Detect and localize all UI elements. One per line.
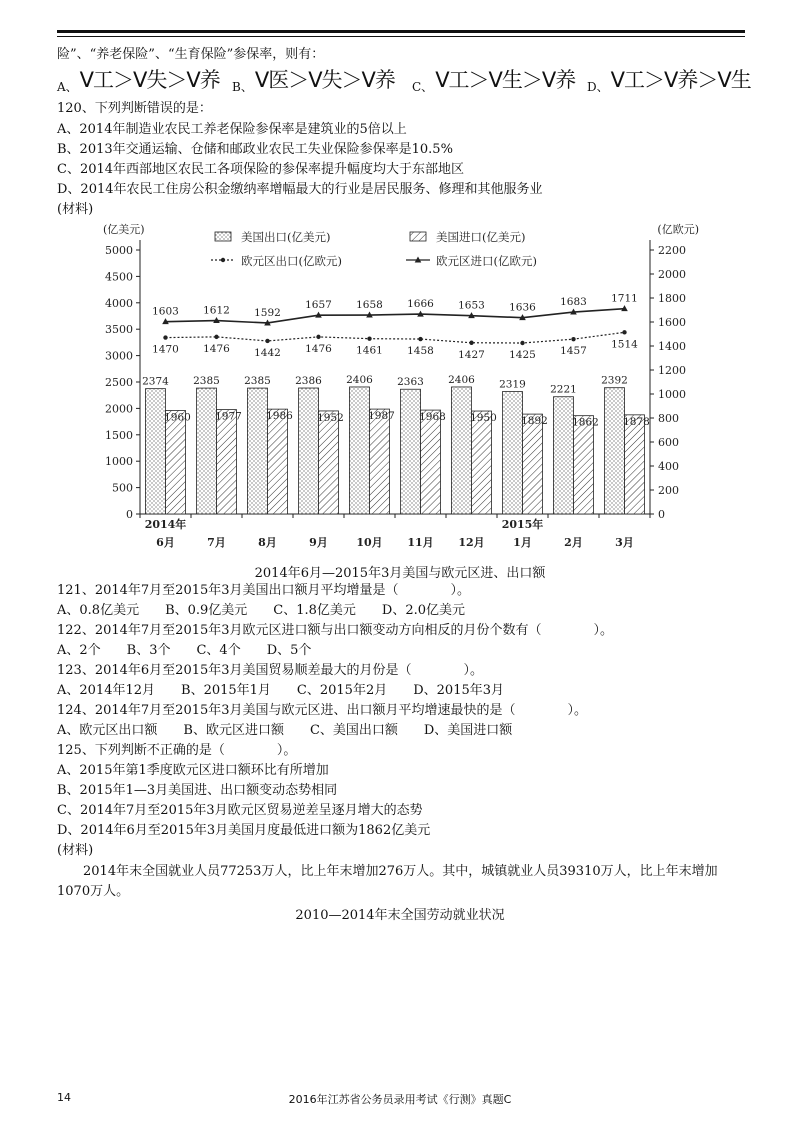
option-formula: V工＞V失＞V养 (79, 68, 220, 92)
chart-caption: 2014年6月—2015年3月美国与欧元区进、出口额 (254, 566, 546, 581)
eu-export-value-label: 1476 (203, 342, 230, 355)
q120-option-a[interactable]: A、2014年制造业农民工养老保险参保率是建筑业的5倍以上 (57, 122, 407, 137)
legend-label: 欧元区出口(亿欧元) (241, 254, 342, 268)
eu-import-value-label: 1711 (611, 292, 638, 305)
q122-stem: 122、2014年7月至2015年3月欧元区进口额与出口额变动方向相反的月份个数有（ ）。 (57, 623, 614, 638)
q120-option-c[interactable]: C、2014年西部地区农民工各项保险的参保率提升幅度均大于东部地区 (57, 162, 465, 177)
legend-swatch (215, 232, 231, 241)
us-import-value-label: 1862 (572, 416, 599, 429)
eu-import-value-label: 1653 (458, 299, 485, 312)
us-export-bar (554, 397, 574, 514)
us-import-value-label: 1950 (470, 412, 497, 425)
left-axis-tick-label: 0 (126, 508, 133, 521)
x-axis-tick-label: 2月 (564, 536, 583, 549)
q121-stem: 121、2014年7月至2015年3月美国出口额月平均增量是（ ）。 (57, 583, 471, 598)
right-axis-unit: (亿欧元) (657, 223, 699, 236)
x-axis-tick-label: 1月 (513, 536, 532, 549)
legend-label: 美国进口(亿美元) (436, 230, 526, 244)
q125-stem: 125、下列判断不正确的是（ ）。 (57, 743, 297, 758)
x-axis-tick-label: 10月 (356, 536, 383, 549)
legend-marker (221, 258, 225, 262)
eu-import-value-label: 1636 (509, 301, 536, 314)
x-axis-tick-label: 3月 (615, 536, 634, 549)
legend-label: 欧元区进口(亿欧元) (436, 254, 537, 268)
eu-export-value-label: 1514 (611, 338, 638, 351)
us-export-bar (350, 387, 370, 514)
x-axis-tick-label: 11月 (407, 536, 434, 549)
us-export-bar (248, 388, 268, 514)
eu-export-value-label: 1425 (509, 349, 536, 361)
us-import-bar (370, 409, 390, 514)
us-import-bar (523, 414, 543, 514)
right-axis-tick-label: 1800 (658, 292, 686, 305)
trade-chart (95, 218, 705, 558)
option-label: A、 (57, 80, 78, 94)
q125-option-c[interactable]: C、2014年7月至2015年3月欧元区贸易逆差呈逐月增大的态势 (57, 803, 423, 818)
right-axis-tick-label: 1600 (658, 316, 686, 329)
eu-export-point (622, 330, 626, 334)
eu-import-value-label: 1657 (305, 299, 332, 312)
us-import-value-label: 1892 (521, 415, 548, 428)
us-import-bar (574, 416, 594, 514)
us-import-value-label: 1960 (164, 411, 191, 424)
eu-export-value-label: 1457 (560, 345, 587, 358)
q123-options[interactable]: A、2014年12月 B、2015年1月 C、2015年2月 D、2015年3月 (57, 683, 505, 698)
eu-export-point (571, 337, 575, 341)
right-axis-tick-label: 600 (658, 436, 679, 449)
option-label: B、 (232, 80, 253, 94)
q124-stem: 124、2014年7月至2015年3月美国与欧元区进、出口额月平均增速最快的是（ ）。 (57, 703, 588, 718)
right-axis-tick-label: 1400 (658, 340, 686, 353)
us-export-value-label: 2374 (142, 375, 169, 388)
legend-label: 美国出口(亿美元) (241, 230, 331, 244)
option-label: C、 (412, 80, 434, 94)
chart-legend (211, 230, 537, 268)
eu-import-value-label: 1658 (356, 299, 383, 312)
eu-export-point (469, 341, 473, 345)
us-import-bar (319, 411, 339, 514)
right-axis-tick-label: 200 (658, 484, 679, 497)
eu-export-point (265, 339, 269, 343)
left-axis-tick-label: 3000 (105, 349, 133, 363)
right-axis-tick-label: 800 (658, 412, 679, 425)
us-export-value-label: 2221 (550, 383, 577, 396)
q123-stem: 123、2014年6月至2015年3月美国贸易顺差最大的月份是（ ）。 (57, 663, 484, 678)
chart-lines (162, 305, 628, 345)
option-formula: V医＞V失＞V养 (254, 68, 395, 92)
us-import-value-label: 1878 (623, 415, 650, 428)
header-rule-thick (57, 30, 745, 33)
us-import-bar (268, 409, 288, 514)
right-axis-tick-label: 2200 (658, 244, 686, 257)
eu-import-value-label: 1612 (203, 304, 230, 317)
right-axis-tick-label: 2000 (658, 268, 686, 281)
eu-export-value-label: 1442 (254, 346, 281, 359)
left-axis-tick-label: 4000 (105, 296, 133, 310)
us-import-value-label: 1952 (317, 411, 344, 424)
eu-export-point (316, 335, 320, 339)
us-export-bar (146, 389, 166, 514)
right-axis-tick-label: 0 (658, 508, 665, 521)
q124-options[interactable]: A、欧元区出口额 B、欧元区进口额 C、美国出口额 D、美国进口额 (57, 723, 513, 738)
us-export-bar (197, 388, 217, 514)
us-export-value-label: 2363 (397, 376, 424, 389)
left-axis-tick-label: 3500 (105, 323, 133, 337)
q119-options (57, 64, 751, 94)
eu-export-value-label: 1458 (407, 345, 434, 358)
eu-export-point (367, 336, 371, 340)
q120-stem: 120、下列判断错误的是： (57, 101, 212, 116)
us-export-value-label: 2406 (346, 373, 373, 386)
us-import-bar (421, 410, 441, 514)
us-export-value-label: 2385 (193, 375, 220, 388)
q125-option-b[interactable]: B、2015年1—3月美国进、出口额变动态势相同 (57, 783, 338, 798)
footer-page-number: 14 (57, 1091, 71, 1104)
us-export-value-label: 2406 (448, 373, 475, 386)
us-export-value-label: 2392 (601, 374, 628, 387)
right-axis-tick-label: 1000 (658, 388, 686, 401)
option-formula: V工＞V养＞V生 (610, 68, 751, 92)
legend-swatch (410, 232, 426, 241)
eu-export-point (163, 335, 167, 339)
option-formula: V工＞V生＞V养 (435, 68, 576, 92)
left-axis-tick-label: 1000 (105, 455, 133, 469)
left-axis-tick-label: 2500 (105, 376, 133, 389)
left-axis-tick-label: 5000 (105, 244, 133, 257)
q119-option-c[interactable] (412, 64, 575, 95)
us-import-bar (217, 410, 237, 514)
us-import-value-label: 1986 (266, 410, 293, 423)
eu-export-line (166, 332, 625, 343)
q121-options[interactable]: A、0.8亿美元 B、0.9亿美元 C、1.8亿美元 D、2.0亿美元 (57, 603, 466, 618)
us-import-value-label: 1987 (368, 410, 395, 423)
left-axis-tick-label: 1500 (105, 428, 133, 442)
us-import-bar (625, 415, 645, 514)
us-import-value-label: 1977 (215, 410, 242, 423)
material-label: (材料) (57, 202, 94, 217)
next-table-caption: 2010—2014年末全国劳动就业状况 (295, 908, 505, 923)
q120-option-b[interactable]: B、2013年交通运输、仓储和邮政业农民工失业保险参保率是10.5% (57, 142, 453, 157)
q119-option-b[interactable] (232, 64, 395, 95)
eu-import-value-label: 1603 (152, 305, 179, 318)
eu-export-value-label: 1461 (356, 344, 383, 357)
left-axis-tick-label: 2000 (105, 402, 133, 416)
us-export-bar (401, 389, 421, 514)
x-axis-tick-label: 7月 (207, 536, 226, 549)
q119-option-a[interactable] (57, 64, 220, 95)
us-import-bar (472, 411, 492, 514)
x-axis-tick-label: 9月 (309, 536, 328, 549)
q122-options[interactable]: A、2个 B、3个 C、4个 D、5个 (57, 643, 312, 658)
footer-title: 2016年江苏省公务员录用考试《行测》真题C (288, 1093, 512, 1106)
q119-option-d[interactable] (587, 64, 751, 95)
left-axis-unit: (亿美元) (103, 223, 145, 236)
x-axis-tick-label: 6月 (156, 536, 175, 549)
eu-export-value-label: 1476 (305, 342, 332, 355)
employment-paragraph: 2014年末全国就业人员77253万人，比上年末增加276万人。其中，城镇就业人员39310万人，比上年末增加1070万人。 (57, 864, 718, 899)
material-label-2: (材料) (57, 843, 94, 858)
q125-option-d[interactable]: D、2014年6月至2015年3月美国月度最低进口额为1862亿美元 (57, 823, 431, 838)
us-export-bar (605, 388, 625, 514)
left-axis-tick-label: 4500 (105, 270, 133, 284)
us-export-bar (452, 387, 472, 514)
eu-export-value-label: 1470 (152, 343, 179, 356)
eu-export-point (214, 335, 218, 339)
q125-option-a[interactable]: A、2015年第1季度欧元区进口额环比有所增加 (57, 763, 329, 778)
q120-option-d[interactable]: D、2014年农民工住房公积金缴纳率增幅最大的行业是居民服务、修理和其他服务业 (57, 182, 543, 197)
us-export-bar (503, 392, 523, 514)
header-rule-thin (57, 36, 745, 37)
eu-export-value-label: 1427 (458, 348, 485, 361)
us-export-value-label: 2385 (244, 375, 271, 388)
x-axis-tick-label: 8月 (258, 536, 277, 549)
eu-import-value-label: 1592 (254, 306, 281, 319)
chart-bars (146, 387, 645, 514)
us-import-value-label: 1968 (419, 411, 446, 424)
us-export-value-label: 2319 (499, 378, 526, 391)
x-axis-tick-label: 12月 (458, 536, 485, 549)
left-axis-tick-label: 500 (112, 481, 133, 495)
eu-import-value-label: 1683 (560, 296, 587, 309)
eu-export-point (520, 341, 524, 345)
right-axis-tick-label: 1200 (658, 364, 686, 377)
us-export-value-label: 2386 (295, 375, 322, 388)
us-import-bar (166, 411, 186, 514)
eu-import-value-label: 1666 (407, 298, 434, 311)
option-label: D、 (587, 80, 609, 94)
q119-stem-continued: 险”、“养老保险”、“生育保险”参保率，则有： (57, 47, 325, 62)
x-axis-year-label: 2015年 (501, 518, 544, 531)
right-axis-tick-label: 400 (658, 460, 679, 473)
eu-export-point (418, 337, 422, 341)
x-axis-year-label: 2014年 (144, 518, 187, 531)
us-export-bar (299, 388, 319, 514)
